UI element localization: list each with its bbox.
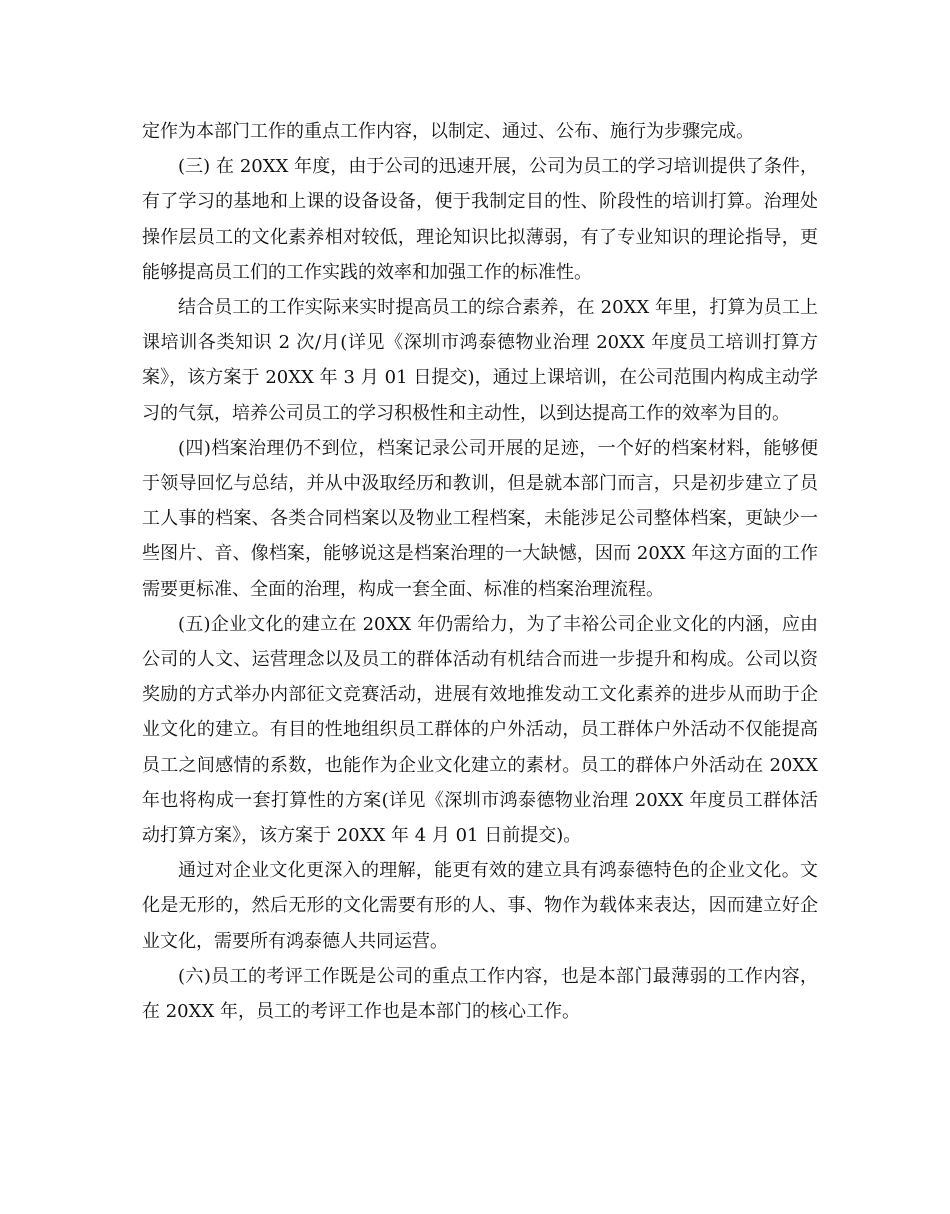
paragraph-archives: (四)档案治理仍不到位，档案记录公司开展的足迹，一个好的档案材料，能够便于领导回忆与总结，并从中汲取经历和教训，但是就本部门而言，只是初步建立了员工人事的档案、各类合同档案以及物业工程档案，未能涉足公司整体档案，更缺少一些图片、音、像档案，能够说这是档案治理的一大缺憾，因而 20XX 年这方面的工作需要更标准、全面的治理，构成一套全面、标准的档案治理流程。	[142, 437, 818, 600]
paragraph-training-plan: 结合员工的工作实际来实时提高员工的综合素养，在 20XX 年里，打算为员工上课培训各类知识 2 次/月(详见《深圳市鸿泰德物业治理 20XX 年度员工培训打算方案》，该方案于 20XX 年 3 月 01 日提交)，通过上课培训，在公司范围内构成主动学习的气氛，培养公司员工的学习积极性和主动性，以到达提高工作的效率为目的。	[142, 297, 818, 424]
paragraph-culture-understanding: 通过对企业文化更深入的理解，能更有效的建立具有鸿泰德特色的企业文化。文化是无形的，然后无形的文化需要有形的人、事、物作为载体来表达，因而建立好企业文化，需要所有鸿泰德人共同运营。	[142, 860, 818, 952]
paragraph-continuation: 定作为本部门工作的重点工作内容，以制定、通过、公布、施行为步骤完成。	[142, 121, 754, 142]
paragraph-evaluation: (六)员工的考评工作既是公司的重点工作内容，也是本部门最薄弱的工作内容，在 20XX 年，员工的考评工作也是本部门的核心工作。	[142, 965, 818, 1023]
paragraph-corporate-culture: (五)企业文化的建立在 20XX 年仍需给力，为了丰裕公司企业文化的内涵，应由公司的人文、运营理念以及员工的群体活动有机结合而进一步提升和构成。公司以资奖励的方式举办内部征文竞赛活动，进展有效地推发动工文化素养的进步从而助于企业文化的建立。有目的性地组织员工群体的户外活动，员工群体户外活动不仅能提高员工之间感情的系数，也能作为企业文化建立的素材。员工的群体户外活动在 20XX 年也将构成一套打算性的方案(详见《深圳市鸿泰德物业治理 20XX 年度员工群体活动打算方案》，该方案于 20XX 年 4 月 01 日前提交)。	[142, 613, 818, 847]
paragraph-training: (三) 在 20XX 年度，由于公司的迅速开展，公司为员工的学习培训提供了条件，有了学习的基地和上课的设备设备，便于我制定目的性、阶段性的培训打算。治理处操作层员工的文化素养相对较低，理论知识比拟薄弱，有了专业知识的理论指导，更能够提高员工们的工作实践的效率和加强工作的标准性。	[142, 156, 818, 283]
document-body	[142, 114, 818, 1029]
